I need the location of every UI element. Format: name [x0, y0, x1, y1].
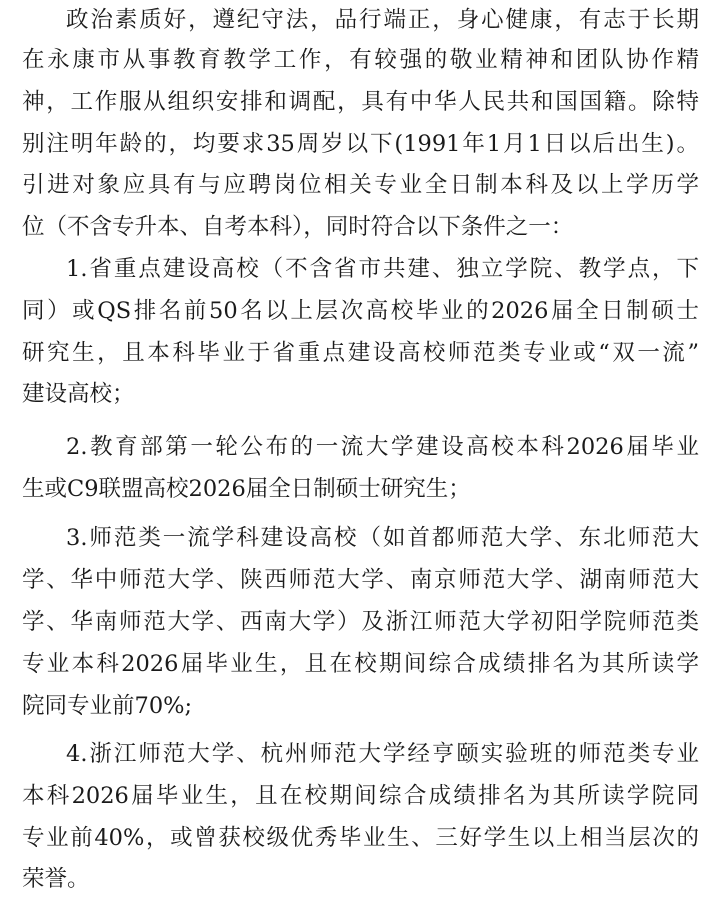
text-line-6: 位（不含专升本、自考本科），同时符合以下条件之一： [22, 214, 574, 240]
text-line-19: 本科2026届毕业生，且在校期间综合成绩排名为其所读学院同 [22, 783, 699, 809]
text-line-15: 学、华南师范大学、西南大学）及浙江师范大学初阳学院师范类 [22, 609, 699, 635]
text-line-21: 荣誉。 [22, 866, 90, 892]
text-line-10: 建设高校； [22, 381, 135, 407]
text-line-14: 学、华中师范大学、陕西师范大学、南京师范大学、湖南师范大 [22, 567, 699, 593]
text-line-12: 生或C9联盟高校2026届全日制硕士研究生； [22, 476, 471, 502]
text-line-8: 同）或QS排名前50名以上层次高校毕业的2026届全日制硕士 [22, 298, 699, 324]
text-line-7: 1.省重点建设高校（不含省市共建、独立学院、教学点，下 [66, 256, 699, 282]
text-line-9: 研究生，且本科毕业于省重点建设高校师范类专业或“双一流” [22, 340, 699, 366]
text-line-11: 2.教育部第一轮公布的一流大学建设高校本科2026届毕业 [66, 434, 699, 460]
text-line-20: 专业前40%，或曾获校级优秀毕业生、三好学生以上相当层次的 [22, 825, 699, 851]
text-line-17: 院同专业前70%; [22, 693, 193, 719]
text-line-4: 别注明年龄的，均要求35周岁以下(1991年1月1日以后出生)。 [22, 131, 699, 157]
text-line-13: 3.师范类一流学科建设高校（如首都师范大学、东北师范大 [66, 525, 699, 551]
text-line-18: 4.浙江师范大学、杭州师范大学经亨颐实验班的师范类专业 [66, 741, 699, 767]
text-line-5: 引进对象应具有与应聘岗位相关专业全日制本科及以上学历学 [22, 172, 699, 198]
text-line-2: 在永康市从事教育教学工作，有较强的敬业精神和团队协作精 [22, 47, 699, 73]
text-line-3: 神，工作服从组织安排和调配，具有中华人民共和国国籍。除特 [22, 89, 699, 115]
text-line-16: 专业本科2026届毕业生，且在校期间综合成绩排名为其所读学 [22, 651, 699, 677]
text-line-1: 政治素质好，遵纪守法，品行端正，身心健康，有志于长期 [66, 7, 699, 33]
